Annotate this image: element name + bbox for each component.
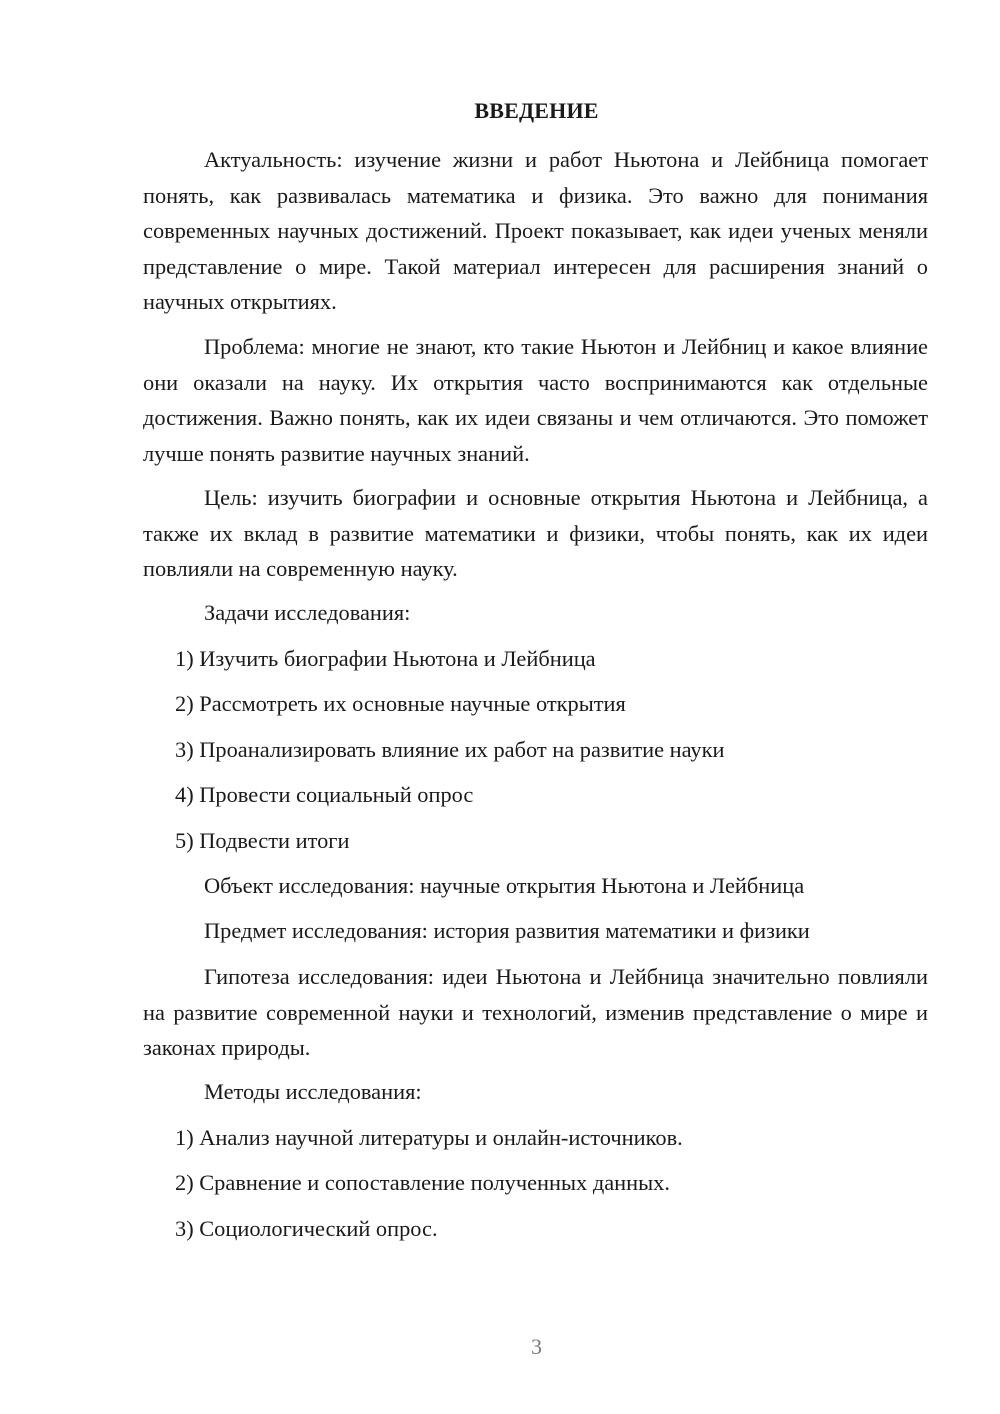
problem-paragraph: Проблема: многие не знают, кто такие Ньютон и Лейбниц и какое влияние они оказали на науку. Их открытия часто воспринимаются как отдельные достижения. Важно понять, как их идеи связаны и чем отличаются. Это поможет лучше понять развитие научных знаний.: [143, 334, 928, 466]
method-item: 2) Сравнение и сопоставление полученных данных.: [175, 1170, 670, 1195]
hypothesis-paragraph: Гипотеза исследования: идеи Ньютона и Лейбница значительно повлияли на развитие современной науки и технологий, изменив представление о мире и законах природы.: [143, 964, 928, 1060]
method-item: 1) Анализ научной литературы и онлайн-источников.: [175, 1125, 683, 1150]
task-item: 2) Рассмотреть их основные научные открытия: [175, 691, 626, 716]
task-item: 4) Провести социальный опрос: [175, 782, 474, 807]
section-title: ВВЕДЕНИЕ: [474, 98, 599, 123]
relevance-paragraph: Актуальность: изучение жизни и работ Ньютона и Лейбница помогает понять, как развивалась математика и физика. Это важно для понимания современных научных достижений. Проект показывает, как идеи ученых меняли представление о мире. Такой материал интересен для расширения знаний о научных открытиях.: [143, 147, 928, 314]
page-number: 3: [531, 1334, 542, 1359]
task-item: 1) Изучить биографии Ньютона и Лейбница: [175, 646, 596, 671]
research-object: Объект исследования: научные открытия Ньютона и Лейбница: [204, 873, 805, 898]
research-subject: Предмет исследования: история развития математики и физики: [204, 918, 810, 943]
goal-paragraph: Цель: изучить биографии и основные открытия Ньютона и Лейбница, а также их вклад в развитие математики и физики, чтобы понять, как их идеи повлияли на современную науку.: [143, 485, 928, 581]
task-item: 3) Проанализировать влияние их работ на развитие науки: [175, 737, 725, 762]
methods-heading: Методы исследования:: [204, 1079, 422, 1104]
task-item: 5) Подвести итоги: [175, 828, 350, 853]
method-item: 3) Социологический опрос.: [175, 1216, 438, 1241]
tasks-heading: Задачи исследования:: [204, 600, 411, 625]
